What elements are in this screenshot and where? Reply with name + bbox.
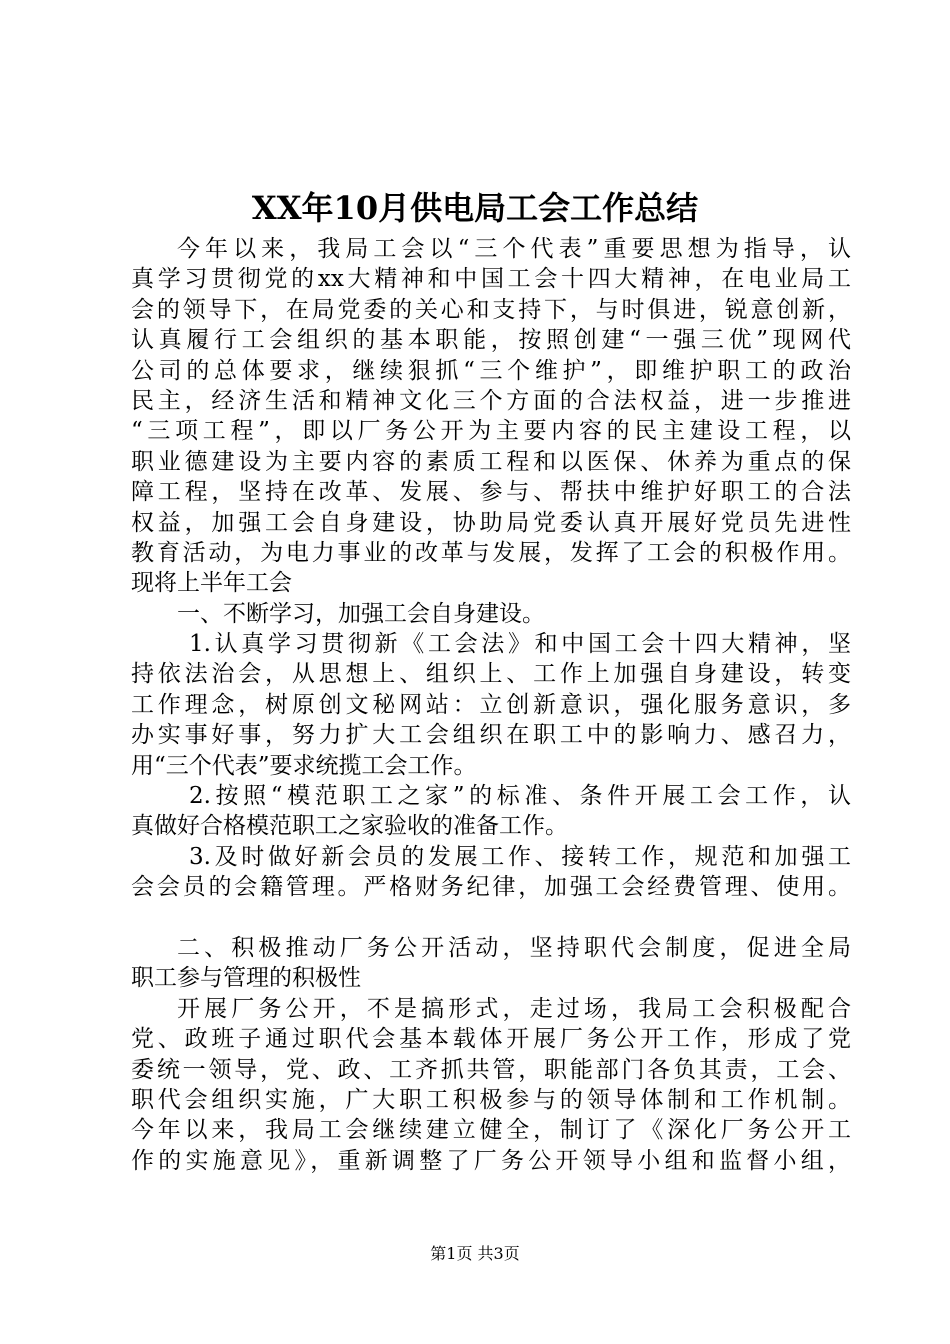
text-line: 持依法治会，从思想上、组织上、工作上加强自身建设，转变 <box>131 661 851 688</box>
text-line: 1.认真学习贯彻新《工会法》和中国工会十四大精神，坚 <box>189 631 851 658</box>
text-line: 现将上半年工会 <box>131 570 292 597</box>
text-line: 二、积极推动厂务公开活动，坚持职代会制度，促进全局 <box>177 934 851 961</box>
text-line: 开展厂务公开，不是搞形式，走过场，我局工会积极配合 <box>177 995 851 1022</box>
text-line: 用“三个代表”要求统揽工会工作。 <box>131 752 477 779</box>
text-line: 今年以来，我局工会继续建立健全，制订了《深化厂务公开工 <box>131 1117 851 1144</box>
text-line: 3.及时做好新会员的发展工作、接转工作，规范和加强工 <box>189 843 851 870</box>
text-line: 公司的总体要求，继续狠抓“三个维护”，即维护职工的政治 <box>131 357 851 384</box>
text-line: 教育活动，为电力事业的改革与发展，发挥了工会的积极作用。 <box>131 539 851 566</box>
text-line: 认真履行工会组织的基本职能，按照创建“一强三优”现网代 <box>131 327 851 354</box>
text-line: 会会员的会籍管理。严格财务纪律，加强工会经费管理、使用。 <box>131 874 851 901</box>
text-line: 作的实施意见》，重新调整了厂务公开领导小组和监督小组， <box>131 1147 851 1174</box>
text-line: 今年以来，我局工会以“三个代表”重要思想为指导，认 <box>177 236 851 262</box>
text-line: 民主，经济生活和精神文化三个方面的合法权益，进一步推进 <box>131 387 851 414</box>
text-line: 会的领导下，在局党委的关心和支持下，与时俱进，锐意创新， <box>131 296 851 323</box>
text-line: 真学习贯彻党的xx大精神和中国工会十四大精神，在电业局工 <box>131 266 851 293</box>
document-body <box>131 234 851 1176</box>
text-line: 障工程，坚持在改革、发展、参与、帮扶中维护好职工的合法 <box>131 479 851 506</box>
text-line: 工作理念，树原创文秘网站：立创新意识，强化服务意识，多 <box>131 691 851 718</box>
document-title: XX年10月供电局工会工作总结 <box>251 189 699 227</box>
text-line: 党、政班子通过职代会基本载体开展厂务公开工作，形成了党 <box>131 1026 851 1053</box>
text-line: 一、不断学习，加强工会自身建设。 <box>177 600 545 627</box>
text-line <box>131 903 851 933</box>
text-line: 办实事好事，努力扩大工会组织在职工中的影响力、感召力， <box>131 722 851 749</box>
text-line: “三项工程”，即以厂务公开为主要内容的民主建设工程，以 <box>131 418 851 445</box>
text-line: 委统一领导，党、政、工齐抓共管，职能部门各负其责，工会、 <box>131 1056 851 1083</box>
text-line: 职业德建设为主要内容的素质工程和以医保、休养为重点的保 <box>131 448 851 475</box>
text-line: 权益，加强工会自身建设，协助局党委认真开展好党员先进性 <box>131 509 851 536</box>
page-footer: 第1页 共3页 <box>430 1244 520 1263</box>
text-line: 职工参与管理的积极性 <box>131 965 361 992</box>
text-line: 真做好合格模范职工之家验收的准备工作。 <box>131 813 568 840</box>
text-line: 职代会组织实施，广大职工积极参与的领导体制和工作机制。 <box>131 1086 851 1113</box>
text-line: 2.按照“模范职工之家”的标准、条件开展工会工作，认 <box>189 783 851 810</box>
